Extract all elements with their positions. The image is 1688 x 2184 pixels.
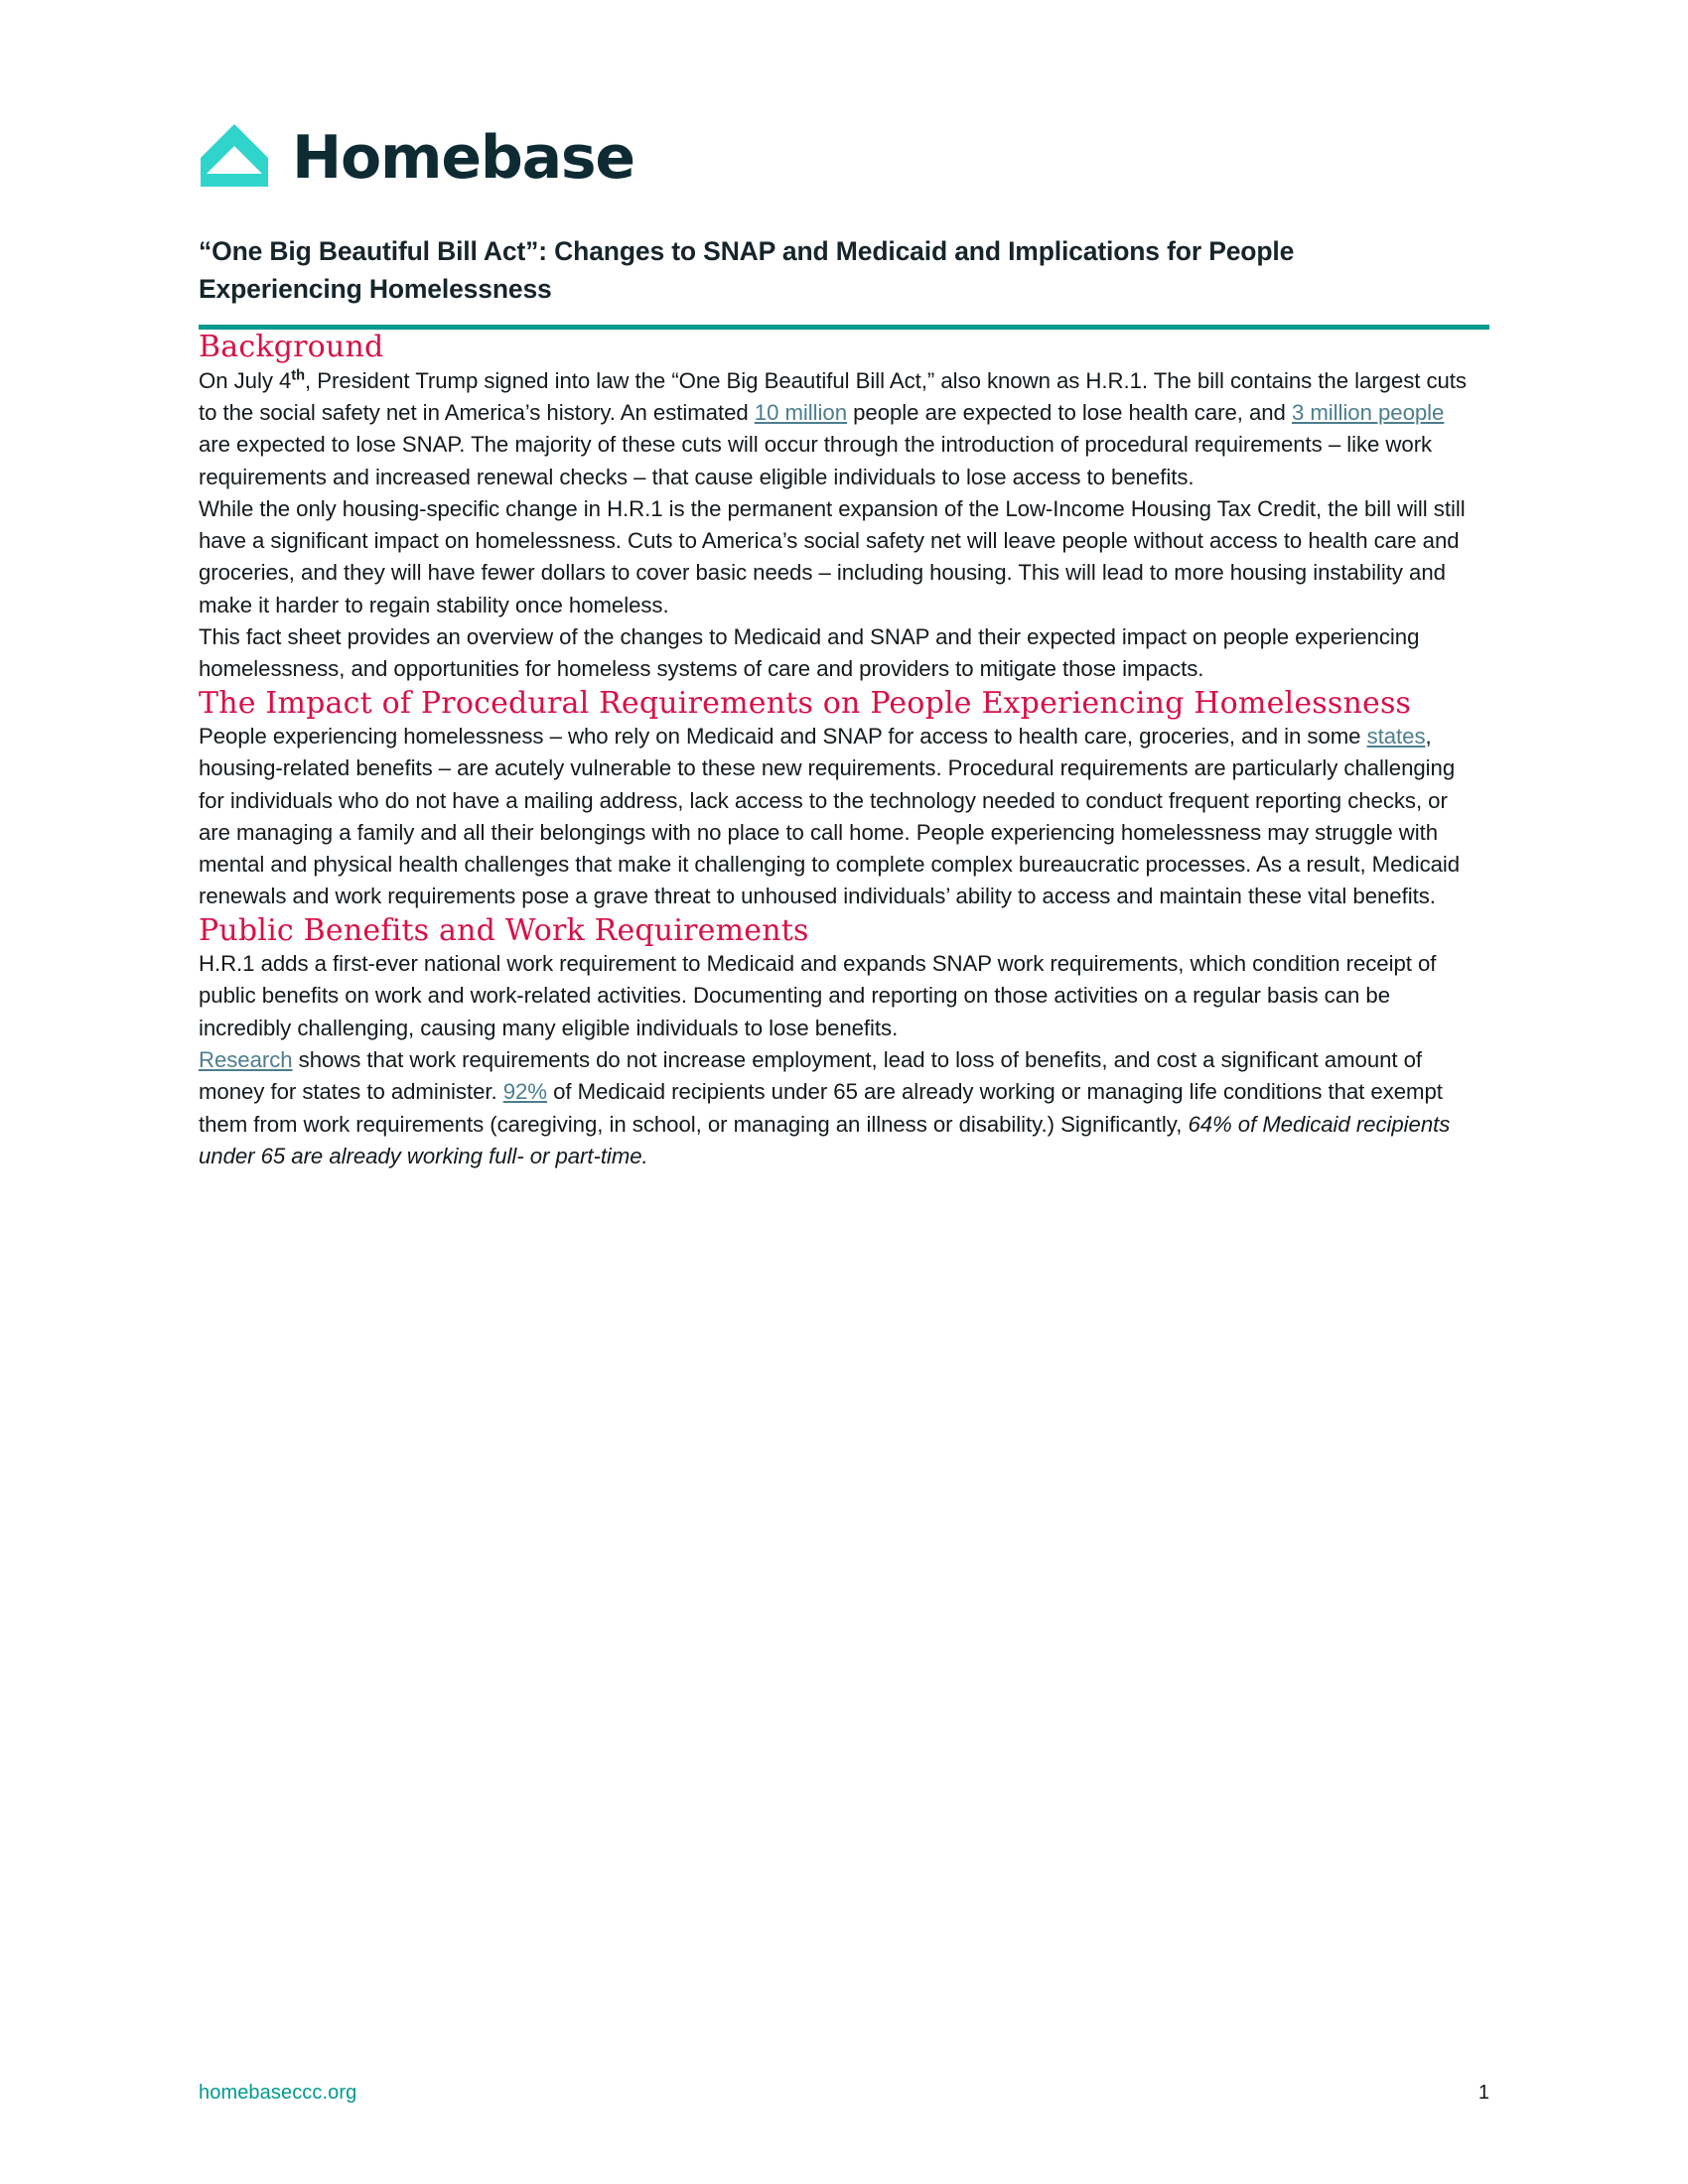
page-title: “One Big Beautiful Bill Act”: Changes to SNAP and Medicaid and Implications for People Experiencing Homelessness <box>199 236 1295 304</box>
heading-background: Background <box>199 330 384 365</box>
paragraph-benefits-1: H.R.1 adds a first-ever national work requirement to Medicaid and expands SNAP work requirements, which condition receipt of public benefits on work and work-related activities. Documenting and reporting on those activities on a regular basis can be incredibly challenging, causing many eligible individuals to lose benefits. <box>199 951 1437 1040</box>
link-states[interactable]: states <box>1366 724 1426 749</box>
paragraph-background-3: This fact sheet provides an overview of the changes to Medicaid and SNAP and their expected impact on people experiencing homelessness, and opportunities for homeless systems of care and providers to mitigate those impacts. <box>199 624 1420 682</box>
brand-logo <box>199 0 1489 193</box>
paragraph-impact-1 <box>199 721 1475 913</box>
paragraph-benefits-2 <box>199 1044 1475 1172</box>
text-run: are expected to lose SNAP. The majority of these cuts will occur through the introduction of procedural requirements – like work requirements and increased renewal checks – that cause eligible individuals to lose access to benefits. <box>199 432 1433 489</box>
text-run: shows that work requirements do not increase employment, lead to loss of benefits, and cost a significant amount of money for states to administer. <box>199 1047 1423 1105</box>
link-10-million[interactable]: 10 million <box>754 399 848 425</box>
text-run: , housing-related benefits – are acutely vulnerable to these new requirements. Procedural requirements are particularly challenging for individuals who do not have a mailing address, lack access to the technology needed to conduct frequent reporting checks, or are managing a family and all their belongings with no place to call home. People experiencing homelessness may struggle with mental and physical health challenges that make it challenging to complete complex bureaucratic processes. As a result, Medicaid renewals and work requirements pose a grave threat to unhoused individuals’ ability to access and maintain these vital benefits. <box>199 724 1461 909</box>
text-run: , President Trump signed into law the “One Big Beautiful Bill Act,” also known as H.R.1. The bill contains the largest cuts to the social safety net in America’s history. An estimated <box>199 367 1467 425</box>
emphasis-statistic: 64% of Medicaid recipients under 65 are already working full- or part-time. <box>199 1111 1451 1168</box>
link-research[interactable]: Research <box>199 1047 293 1073</box>
link-3-million-people[interactable]: 3 million people <box>1291 399 1445 425</box>
page-footer <box>199 2082 1489 2105</box>
footer-website[interactable]: homebaseccc.org <box>199 2082 357 2104</box>
text-run: of Medicaid recipients under 65 are already working or managing life conditions that exempt them from work requirements (caregiving, in school, or managing an illness or disability.) Significantly, <box>199 1079 1443 1137</box>
text-run: people are expected to lose health care, and <box>847 399 1292 425</box>
brand-wordmark: Homebase <box>292 123 634 193</box>
text-run: People experiencing homelessness – who rely on Medicaid and SNAP for access to health care, groceries, and in some <box>199 724 1367 749</box>
ordinal-suffix: th <box>291 367 305 384</box>
heading-public-benefits: Public Benefits and Work Requirements <box>199 912 809 948</box>
text-run: On July 4 <box>199 367 292 393</box>
footer-page-number: 1 <box>1477 2082 1489 2104</box>
document-content <box>199 0 1489 1172</box>
link-92-percent[interactable]: 92% <box>502 1079 547 1105</box>
paragraph-background-1 <box>199 365 1475 493</box>
paragraph-background-2: While the only housing-specific change in H.R.1 is the permanent expansion of the Low-Income Housing Tax Credit, the bill will still have a significant impact on homelessness. Cuts to America’s social safety net will leave people without access to health care and groceries, and they will have fewer dollars to cover basic needs – including housing. This will lead to more housing instability and make it harder to regain stability once homeless. <box>199 495 1466 617</box>
heading-impact: The Impact of Procedural Requirements on People Experiencing Homelessness <box>199 685 1412 721</box>
house-chevron-icon <box>199 118 270 190</box>
